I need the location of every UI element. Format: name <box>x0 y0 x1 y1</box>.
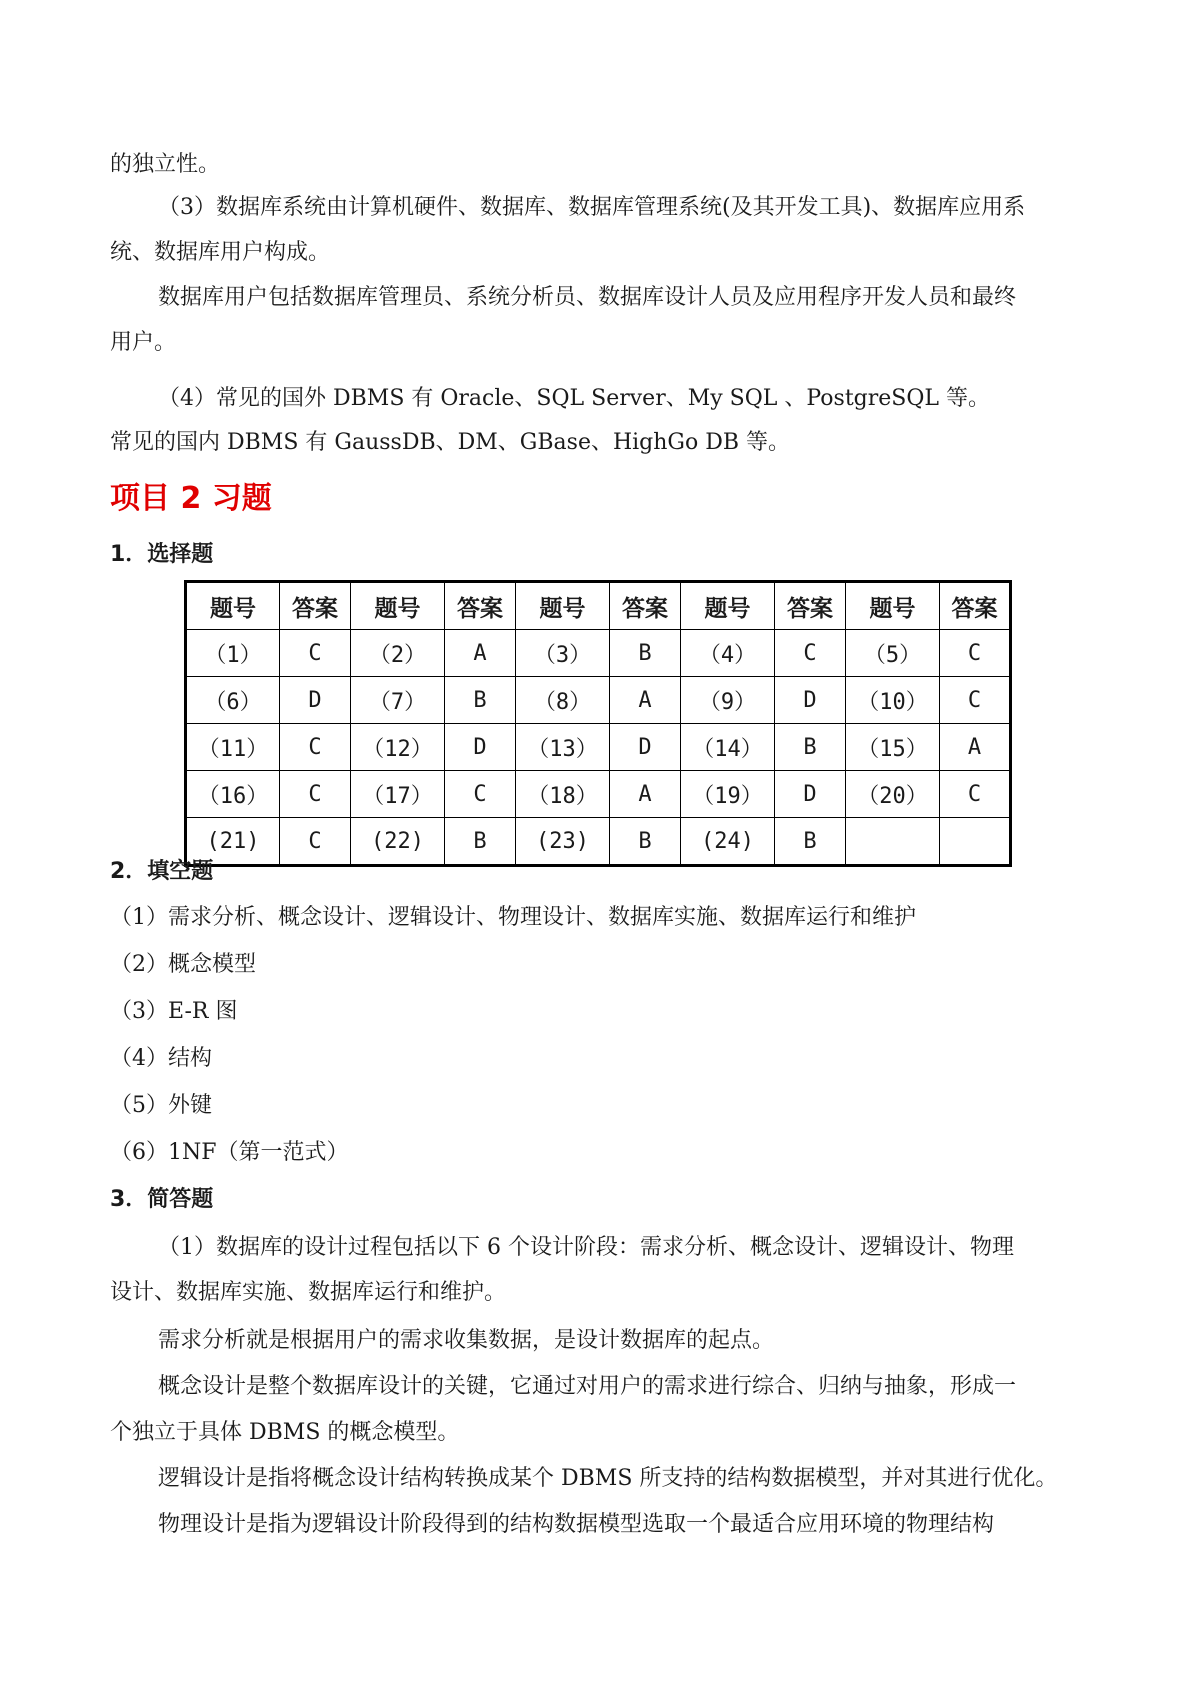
question-number-cell: （8） <box>516 677 610 724</box>
text-line: 数据库用户包括数据库管理员、系统分析员、数据库设计人员及应用程序开发人员和最终 <box>158 285 1017 310</box>
header-cell: 答案 <box>940 582 1011 630</box>
text-line: 需求分析就是根据用户的需求收集数据，是设计数据库的起点。 <box>158 1328 775 1353</box>
answer-cell: D <box>280 677 351 724</box>
question-number-cell: (21) <box>186 818 280 866</box>
answer-cell: D <box>445 724 516 771</box>
question-number-cell: （16） <box>186 771 280 818</box>
question-number-cell: （11） <box>186 724 280 771</box>
question-number-cell: （15） <box>846 724 940 771</box>
answer-cell: D <box>610 724 681 771</box>
question-number-cell: （4） <box>681 630 775 677</box>
question-number-cell: （5） <box>846 630 940 677</box>
answer-cell: C <box>940 771 1011 818</box>
answer-cell: C <box>280 771 351 818</box>
question-number-cell: （18） <box>516 771 610 818</box>
answer-cell: A <box>940 724 1011 771</box>
section-title: 1．选择题 <box>110 542 214 567</box>
question-number-cell: （10） <box>846 677 940 724</box>
text-line: 概念设计是整个数据库设计的关键，它通过对用户的需求进行综合、归纳与抽象，形成一 <box>158 1374 1017 1399</box>
question-number-cell: （9） <box>681 677 775 724</box>
answer-cell: B <box>775 724 846 771</box>
table-row <box>186 677 1011 724</box>
answer-cell: D <box>775 677 846 724</box>
text-line: （4）常见的国外 DBMS 有 Oracle、SQL Server、My SQL 、PostgreSQL 等。 <box>158 386 990 411</box>
table-header-row <box>186 582 1011 630</box>
answer-cell: C <box>775 630 846 677</box>
answer-cell: D <box>775 771 846 818</box>
question-number-cell: （19） <box>681 771 775 818</box>
project-title: 项目 2 习题 <box>110 481 272 516</box>
answer-cell: B <box>610 818 681 866</box>
header-cell: 题号 <box>351 582 445 630</box>
question-number-cell: （13） <box>516 724 610 771</box>
table-row <box>186 818 1011 866</box>
question-number-cell: (22) <box>351 818 445 866</box>
answer-cell: B <box>445 677 516 724</box>
header-cell: 题号 <box>186 582 280 630</box>
text-line: 常见的国内 DBMS 有 GaussDB、DM、GBase、HighGo DB 等。 <box>110 430 791 455</box>
question-number-cell: （6） <box>186 677 280 724</box>
question-number-cell: （7） <box>351 677 445 724</box>
question-number-cell: (24) <box>681 818 775 866</box>
question-number-cell: （20） <box>846 771 940 818</box>
answer-table-body <box>186 582 1011 866</box>
answer-cell: A <box>610 677 681 724</box>
answer-cell: C <box>280 818 351 866</box>
list-item: （6）1NF（第一范式） <box>110 1140 349 1165</box>
question-number-cell: （17） <box>351 771 445 818</box>
header-cell: 题号 <box>681 582 775 630</box>
header-cell: 答案 <box>280 582 351 630</box>
question-number-cell: （12） <box>351 724 445 771</box>
answer-cell: C <box>280 630 351 677</box>
answer-cell: B <box>610 630 681 677</box>
table-row <box>186 630 1011 677</box>
header-cell: 题号 <box>846 582 940 630</box>
list-item: （4）结构 <box>110 1046 212 1071</box>
answer-cell <box>940 818 1011 866</box>
answer-cell: C <box>280 724 351 771</box>
text-line: 个独立于具体 DBMS 的概念模型。 <box>110 1420 460 1445</box>
answer-cell: A <box>610 771 681 818</box>
header-cell: 答案 <box>610 582 681 630</box>
text-line: 统、数据库用户构成。 <box>110 240 331 265</box>
question-number-cell: （1） <box>186 630 280 677</box>
list-item: （3）E-R 图 <box>110 999 238 1024</box>
header-cell: 题号 <box>516 582 610 630</box>
text-line: 物理设计是指为逻辑设计阶段得到的结构数据模型选取一个最适合应用环境的物理结构 <box>158 1512 995 1537</box>
table-row <box>186 771 1011 818</box>
text-line: 用户。 <box>110 330 177 355</box>
header-cell: 答案 <box>445 582 516 630</box>
question-number-cell: （14） <box>681 724 775 771</box>
answer-cell: B <box>775 818 846 866</box>
question-number-cell <box>846 818 940 866</box>
text-line: 设计、数据库实施、数据库运行和维护。 <box>110 1280 507 1305</box>
list-item: （2）概念模型 <box>110 952 256 977</box>
text-line: 逻辑设计是指将概念设计结构转换成某个 DBMS 所支持的结构数据模型，并对其进行优化。 <box>158 1466 1058 1491</box>
section-title: 3．简答题 <box>110 1187 214 1212</box>
table-row <box>186 724 1011 771</box>
section-title: 2．填空题 <box>110 859 214 884</box>
text-line: （1）数据库的设计过程包括以下 6 个设计阶段：需求分析、概念设计、逻辑设计、物理 <box>158 1235 1014 1260</box>
answer-cell: B <box>445 818 516 866</box>
header-cell: 答案 <box>775 582 846 630</box>
text-line: 的独立性。 <box>110 152 221 177</box>
answer-cell: A <box>445 630 516 677</box>
text-line: （3）数据库系统由计算机硬件、数据库、数据库管理系统(及其开发工具)、数据库应用系 <box>158 195 1026 220</box>
answer-cell: C <box>940 630 1011 677</box>
question-number-cell: （2） <box>351 630 445 677</box>
list-item: （5）外键 <box>110 1093 212 1118</box>
answer-cell: C <box>940 677 1011 724</box>
question-number-cell: (23) <box>516 818 610 866</box>
question-number-cell: （3） <box>516 630 610 677</box>
answer-cell: C <box>445 771 516 818</box>
answer-table <box>184 580 1012 867</box>
list-item: （1）需求分析、概念设计、逻辑设计、物理设计、数据库实施、数据库运行和维护 <box>110 905 916 930</box>
